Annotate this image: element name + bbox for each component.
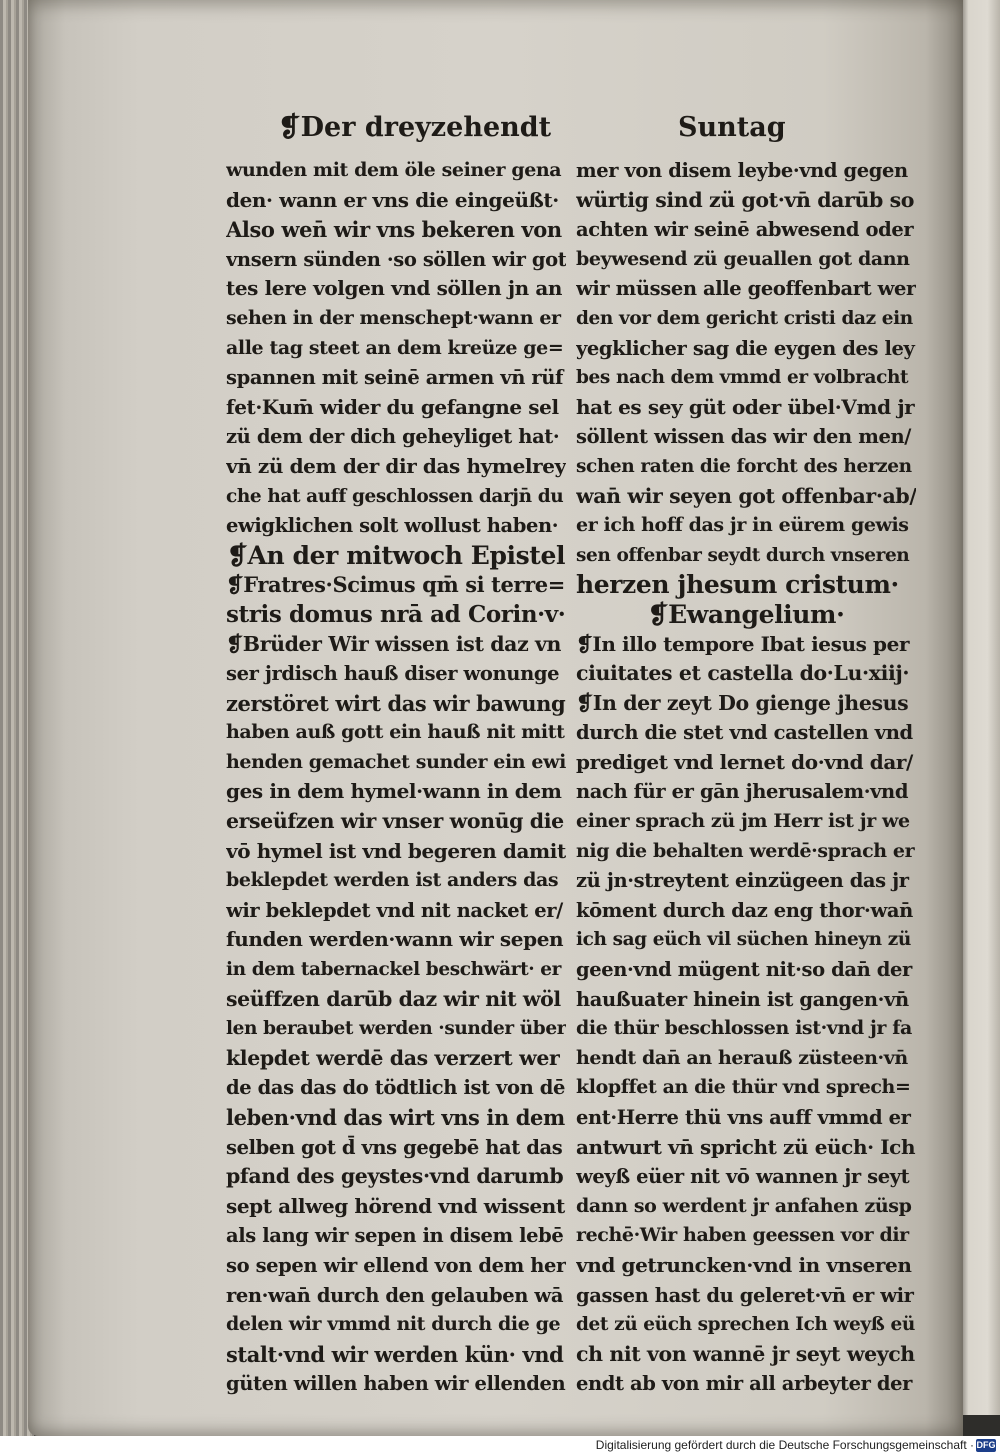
left-text-column (226, 156, 566, 1399)
text-line: ciuitates et castella do·Lu·xiij· (576, 661, 910, 686)
running-head-left: ❡Der dreyzehendt (278, 112, 552, 143)
text-line: achten wir seinē abwesend oder (576, 218, 914, 242)
text-line: wir beklepdet vnd nit nacket er/ (226, 898, 563, 922)
text-line: che hat auff geschlossen darjn̄ du (226, 485, 564, 507)
text-line: sept allweg hörend vnd wissent (226, 1193, 565, 1218)
text-line: klopffet an die thür vnd sprech= (576, 1076, 911, 1099)
text-line: güten willen haben wir ellenden (226, 1372, 566, 1396)
running-head-right: Suntag (678, 112, 786, 143)
text-line: zerstöret wirt das wir bawung (226, 690, 566, 716)
text-line: pfand des geystes·vnd darumb (226, 1164, 564, 1189)
text-line: weyß eüer nit vō wannen jr seyt (576, 1165, 910, 1189)
text-line: ent·Herre thü vns auff vmmd er (576, 1106, 911, 1129)
text-line: den· wann er vns die eingeüßt· (226, 187, 559, 212)
text-line: len beraubet werden ·sunder über (226, 1018, 566, 1040)
text-line: hendt dan̄ an herauß züsteen·vn̄ (576, 1046, 908, 1069)
text-line: ❡In illo tempore Ibat iesus per (576, 631, 910, 656)
text-line: würtig sind zü got·vn̄ darūb so (576, 187, 915, 212)
text-line: endt ab von mir all arbeyter der (576, 1372, 912, 1396)
text-line: vnd getruncken·vnd in vnseren (576, 1252, 912, 1277)
text-line: zü dem der dich geheyliget hat· (226, 425, 560, 449)
text-line: herzen jhesum cristum· (576, 570, 899, 600)
text-line: den vor dem gericht cristi daz ein (576, 307, 913, 329)
funding-credit: Digitalisierung gefördert durch die Deutsche Forschungsgemeinschaft · (595, 1438, 974, 1452)
text-line: henden gemachet sunder ein ewi (226, 750, 566, 773)
text-line: sen offenbar seydt durch vnseren (576, 544, 910, 566)
text-line: als lang wir sepen in disem lebē (226, 1224, 564, 1248)
text-line: mer von disem leybe·vnd gegen (576, 159, 908, 182)
text-line: wunden mit dem öle seiner gena (226, 159, 562, 181)
text-line: prediget vnd lernet do·vnd dar/ (576, 749, 913, 774)
text-line: einer sprach zü jm Herr ist jr we (576, 810, 910, 833)
text-line: stris domus nrā ad Corin·v· (226, 600, 566, 628)
text-line: vō hymel ist vnd begeren damit (226, 838, 566, 863)
text-line: durch die stet vnd castellen vnd (576, 721, 913, 745)
text-line: erseüfzen wir vnser wonūg die (226, 809, 564, 834)
text-line: söllent wissen das wir den men/ (576, 425, 911, 449)
text-line: yegklicher sag die eygen des ley (576, 336, 915, 360)
text-line: stalt·vnd wir werden kün· vnd (226, 1341, 564, 1367)
text-line: ich sag eüch vil süchen hineyn zü (576, 929, 911, 951)
text-line: ren·wan̄ durch den gelauben wā (226, 1283, 564, 1307)
text-line: vnsern sünden ·so söllen wir got (226, 247, 566, 271)
text-line: funden werden·wann wir sepen (226, 927, 564, 952)
text-line: kōment durch daz eng thor·wan̄ (576, 898, 913, 922)
text-line: wir müssen alle geoffenbart wer (576, 277, 916, 301)
text-line: ❡Brüder Wir wissen ist daz vn (226, 631, 562, 656)
text-line: beklepdet werden ist anders das (226, 869, 559, 892)
text-line: ❡In der zeyt Do gienge jhesus (576, 690, 909, 715)
text-line: delen wir vmmd nit durch die ge (226, 1313, 561, 1336)
text-line: antwurt vn̄ spricht zü eüch· Ich (576, 1134, 916, 1159)
text-line: alle tag steet an dem kreüze ge= (226, 336, 564, 359)
text-line: vn̄ zü dem der dir das hymelrey (226, 453, 566, 478)
footer-bar (0, 1436, 1000, 1456)
text-line: haben auß gott ein hauß nit mitt (226, 721, 565, 744)
dfg-logo-icon: DFG (976, 1440, 996, 1450)
text-line: in dem tabernackel beschwärt· er (226, 959, 562, 981)
text-line: nach für er gān jherusalem·vnd (576, 780, 909, 804)
text-line: ges in dem hymel·wann in dem (226, 779, 562, 804)
text-line: ewigklichen solt wollust haben· (226, 514, 559, 538)
text-line: Also wen̄ wir vns bekeren von (226, 217, 562, 243)
text-line: rechē·Wir haben geessen vor dir (576, 1224, 909, 1247)
text-line: ch nit von wannē jr seyt weych (576, 1341, 915, 1366)
text-line: hat es sey güt oder übel·Vmd jr (576, 394, 915, 419)
text-line: det zü eüch sprechen Ich weyß eü (576, 1314, 915, 1336)
facing-page-edge (958, 0, 1000, 1415)
text-line: ❡An der mitwoch Epistel (226, 540, 566, 570)
text-line: gassen hast du geleret·vn̄ er wir (576, 1283, 914, 1307)
text-line: sehen in der menschept·wann er (226, 306, 561, 329)
right-text-column (576, 156, 916, 1399)
text-line: bes nach dem vmmd er volbracht (576, 367, 909, 389)
text-line: seüffzen darūb daz wir nit wöl (226, 986, 561, 1011)
text-line: fet·Kum̄ wider du gefangne sel (226, 394, 559, 419)
text-line: die thür beschlossen ist·vnd jr fa (576, 1017, 912, 1040)
text-line: zü jn·streytent einzügeen das jr (576, 869, 909, 893)
text-line: ser jrdisch hauß diser wonunge (226, 662, 560, 686)
text-line: haußuater hinein ist gangen·vn̄ (576, 987, 909, 1011)
text-line: schen raten die forcht des herzen (576, 455, 912, 477)
text-line: geen·vnd mügent nit·so dan̄ der (576, 958, 912, 982)
text-line: ❡Fratres·Scimus qm̄ si terre= (226, 572, 565, 598)
text-line: tes lere volgen vnd söllen jn an (226, 276, 563, 301)
text-line: ❡Ewangelium· (647, 599, 845, 629)
text-line: so sepen wir ellend von dem her (226, 1253, 566, 1277)
text-line: nig die behalten werdē·sprach er (576, 839, 915, 862)
text-line: beywesend zü geuallen got dann (576, 247, 910, 270)
text-line: dann so werdent jr anfahen züsp (576, 1194, 912, 1217)
text-line: de das das do tödtlich ist von dē (226, 1076, 565, 1100)
text-line: selben got d̄ vns gegebē hat das (226, 1135, 563, 1159)
text-line: er ich hoff das jr in eürem gewis (576, 514, 909, 537)
text-line: klepdet werdē das verzert wer (226, 1045, 560, 1070)
text-line: spannen mit seinē armen vn̄ rüf (226, 366, 564, 390)
text-line: wan̄ wir seyen got offenbar·ab/ (576, 483, 916, 508)
text-line: leben·vnd das wirt vns in dem (226, 1105, 565, 1130)
